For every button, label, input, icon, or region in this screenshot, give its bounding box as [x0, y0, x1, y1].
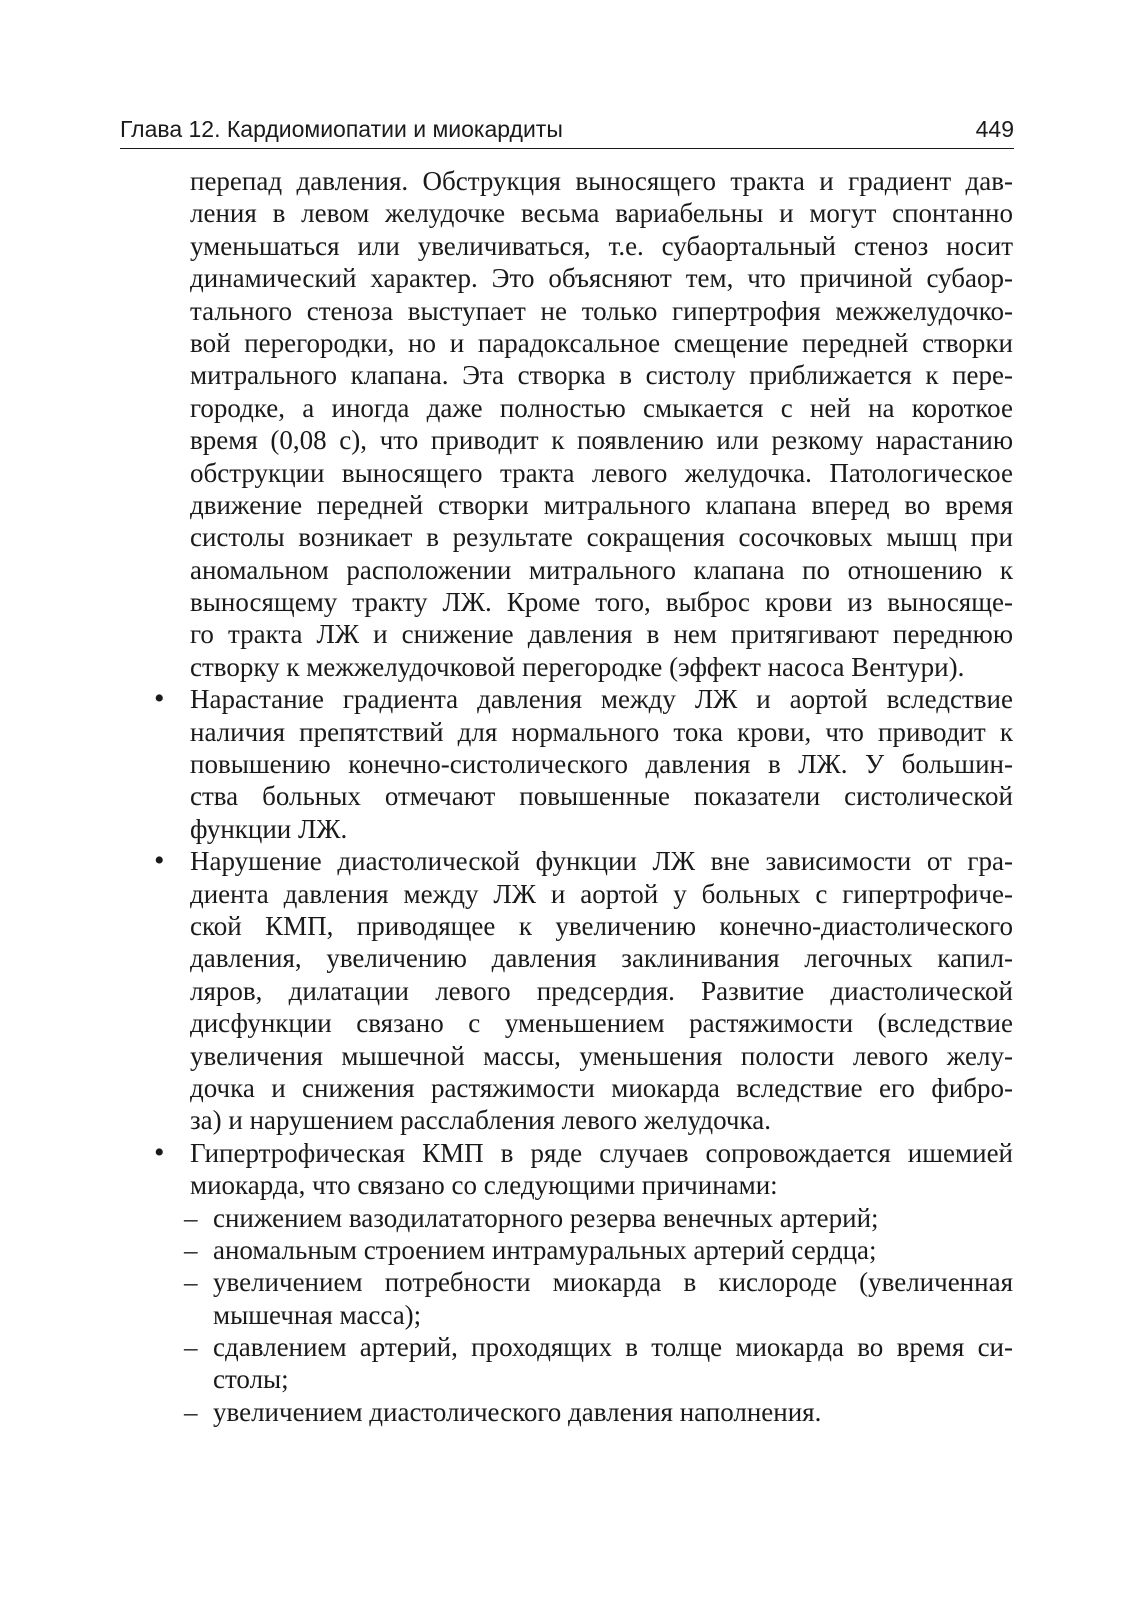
bullet-item [154, 682, 1013, 845]
text-line: митрального клапана. Эта створка в систолу приближается к пере- [190, 360, 1013, 391]
text-line: систолы возникает в результате сокращения сосочковых мышц при [190, 522, 1013, 553]
text-line: вой перегородки, но и парадоксальное смещение передней створки [190, 327, 1013, 358]
text-line: перепад давления. Обструкция выносящего тракта и градиент дав- [190, 166, 1013, 196]
text-line: ской КМП, приводящее к увеличению конечно-диастолического [190, 910, 1013, 941]
text-line: ства больных отмечают повышенные показатели систолической [190, 781, 1013, 812]
page-number: 449 [975, 116, 1014, 142]
bullet-marker: • [154, 1135, 165, 1169]
running-header [120, 114, 1014, 149]
dash-item [184, 1331, 1013, 1396]
text-line: динамический характер. Это объясняют тем, что причиной субаор- [190, 263, 1013, 294]
text-line: функции ЛЖ. [190, 813, 348, 844]
text-line: выносящему тракту ЛЖ. Кроме того, выброс крови из выносяще- [190, 587, 1013, 618]
text-line: движение передней створки митрального клапана вперед во время [190, 489, 1013, 520]
text-line: Гипертрофическая КМП в ряде случаев сопровождается ишемией [190, 1137, 1013, 1168]
bullet-marker: • [154, 682, 165, 716]
text-line: дочка и снижения растяжимости миокарда вследствие его фибро- [190, 1072, 1013, 1103]
text-line: время (0,08 с), что приводит к появлению или резкому нарастанию [190, 425, 1013, 456]
bullet-item [154, 844, 1013, 1137]
text-line: ляров, дилатации левого предсердия. Развитие диастолической [190, 975, 1013, 1006]
dash-item [184, 1234, 1013, 1266]
bullet-item [154, 1135, 1013, 1202]
text-line: обструкции выносящего тракта левого желудочка. Патологическое [190, 457, 1013, 488]
text-line: городке, а иногда даже полностью смыкается с ней на короткое [190, 392, 1013, 423]
text-line: сдавлением артерий, проходящих в толще миокарда во время си- [213, 1332, 1013, 1363]
text-line: снижением вазодилататорного резерва венечных артерий; [213, 1202, 879, 1233]
dash-item [184, 1266, 1013, 1331]
text-line: тального стеноза выступает не только гипертрофия межжелудочко- [190, 295, 1013, 326]
text-line: увеличением потребности миокарда в кислороде (увеличенная [213, 1267, 1013, 1298]
text-line: миокарда, что связано со следующими причинами: [190, 1170, 778, 1201]
dash-item [184, 1202, 1013, 1234]
text-line: го тракта ЛЖ и снижение давления в нем притягивают переднюю [190, 619, 1013, 650]
text-line: дисфункции связано с уменьшением растяжимости (вследствие [190, 1008, 1013, 1039]
text-line: ления в левом желудочке весьма вариабельны и могут спонтанно [190, 198, 1013, 229]
text-line: диента давления между ЛЖ и аортой у больных с гипертрофиче- [190, 878, 1013, 909]
dash-marker: – [184, 1202, 198, 1233]
text-line: столы; [213, 1364, 289, 1395]
dash-marker: – [184, 1396, 198, 1427]
text-line: створку к межжелудочковой перегородке (эффект насоса Вентури). [190, 651, 965, 682]
text-line: повышению конечно-систолического давления в ЛЖ. У большин- [190, 749, 1013, 780]
text-line: увеличением диастолического давления наполнения. [213, 1396, 822, 1427]
text-line: давления, увеличению давления заклинивания легочных капил- [190, 943, 1013, 974]
bullet-marker: • [154, 844, 165, 878]
body-text [154, 165, 1013, 1428]
text-line: мышечная масса); [213, 1299, 422, 1330]
continuation-paragraph [190, 165, 1013, 683]
dash-marker: – [184, 1332, 198, 1363]
text-line: за) и нарушением расслабления левого желудочка. [190, 1105, 771, 1136]
text-line: Нарастание градиента давления между ЛЖ и аортой вследствие [190, 684, 1013, 715]
text-line: Нарушение диастолической функции ЛЖ вне зависимости от гра- [190, 846, 1013, 877]
dash-list [184, 1202, 1013, 1429]
dash-marker: – [184, 1234, 198, 1265]
text-line: аномальном расположении митрального клапана по отношению к [190, 554, 1013, 585]
dash-item [184, 1396, 1013, 1428]
text-line: аномальным строением интрамуральных артерий сердца; [213, 1234, 877, 1265]
chapter-title: Глава 12. Кардиомиопатии и миокардиты [120, 116, 563, 142]
text-line: увеличения мышечной массы, уменьшения полости левого желу- [190, 1040, 1013, 1071]
text-line: наличия препятствий для нормального тока крови, что приводит к [190, 716, 1013, 747]
bullet-list [154, 682, 1013, 1201]
text-line: уменьшаться или увеличиваться, т.е. субаортальный стеноз носит [190, 230, 1013, 261]
dash-marker: – [184, 1267, 198, 1298]
